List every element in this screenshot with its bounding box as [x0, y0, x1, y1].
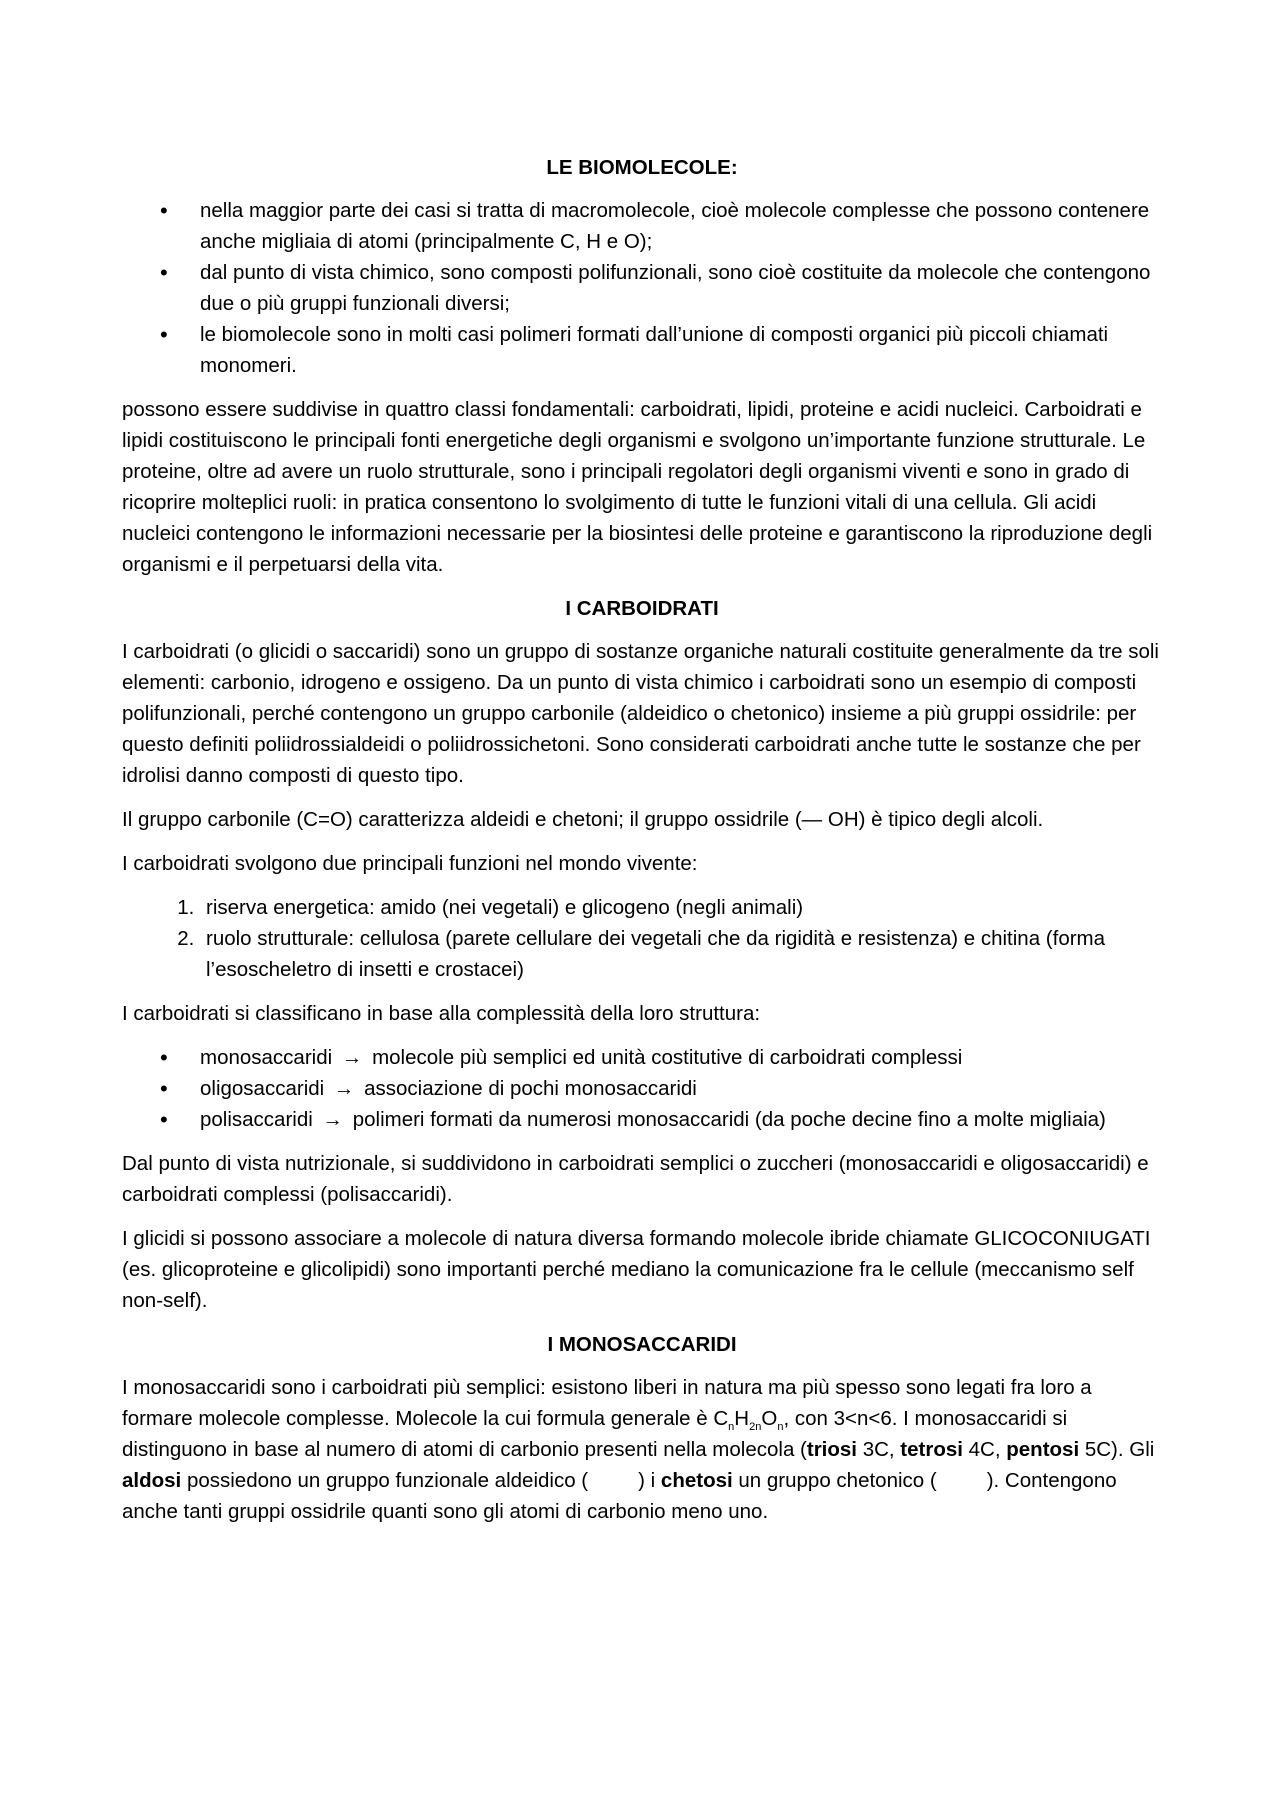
mono-paragraph: I monosaccaridi sono i carboidrati più semplici: esistono liberi in natura ma più spesso sono legati fra loro a formare molecole complesse. Molecole la cui formula generale è $C_nH_{2n}O_n$, con 3<n<6. I monosaccaridi si distinguono in base al numero di atomi di carbonio presenti nella molecola (triosi 3C, tetrosi 4C, pentosi 5C). Gli aldosi possiedono un gruppo funzionale aldeidico ( ) i chetosi un gruppo chetonico ( ). Contengono anche tanti gruppi ossidrile quanti sono gli atomi di carbonio meno uno.: [122, 1376, 1155, 1523]
list-item: [200, 1042, 1162, 1073]
arrow-right-icon: →: [333, 1077, 355, 1100]
list-item: [200, 1104, 1162, 1135]
title-monosaccaridi: I MONOSACCARIDI: [547, 1333, 737, 1356]
arrow-right-icon: →: [341, 1046, 363, 1069]
intro-bullet-list: [122, 195, 1162, 381]
carb-paragraph-classification-intro: I carboidrati si classificano in base alla complessità della loro struttura:: [122, 1002, 761, 1025]
class-description: molecole più semplici ed unità costitutive di carboidrati complessi: [372, 1046, 963, 1069]
class-description: polimeri formati da numerosi monosaccaridi (da poche decine fino a molte migliaia): [352, 1108, 1106, 1131]
title-carboidrati: I CARBOIDRATI: [565, 597, 719, 620]
list-item: 1. riserva energetica: amido (nei vegetali) e glicogeno (negli animali): [200, 892, 1162, 923]
list-item: [200, 1073, 1162, 1104]
formula-subscript: n: [728, 1421, 735, 1434]
classes-bullet-list: [122, 1042, 1162, 1135]
carb-paragraph-glycoconjugates: I glicidi si possono associare a molecole di natura diversa formando molecole ibride chiamate GLICOCONIUGATI (es. glicoproteine e glicolipidi) sono importanti perché mediano la comunicazione fra le cellule (meccanismo self non-self).: [122, 1227, 1151, 1312]
list-item: 2. ruolo strutturale: cellulosa (parete cellulare dei vegetali che da rigidità e resistenza) e chitina (forma l’esoscheletro di insetti e crostacei): [200, 923, 1162, 985]
list-item: • dal punto di vista chimico, sono composti polifunzionali, sono cioè costituite da molecole che contengono due o più gruppi funzionali diversi;: [200, 257, 1162, 319]
formula-subscript: n: [777, 1421, 784, 1434]
arrow-right-icon: →: [322, 1108, 344, 1131]
class-description: associazione di pochi monosaccaridi: [364, 1077, 697, 1100]
carb-paragraph-functions-intro: I carboidrati svolgono due principali funzioni nel mondo vivente:: [122, 852, 698, 875]
term-tetrosi: tetrosi: [900, 1438, 963, 1461]
intro-paragraph: possono essere suddivise in quattro classi fondamentali: carboidrati, lipidi, proteine e acidi nucleici. Carboidrati e lipidi costituiscono le principali fonti energetiche degli organismi e svolgono un’importante funzione strutturale. Le proteine, oltre ad avere un ruolo strutturale, sono i principali regolatori degli organismi viventi e sono in grado di ricoprire molteplici ruoli: in pratica consentono lo svolgimento di tutte le funzioni vitali di una cellula. Gli acidi nucleici contengono le informazioni necessarie per la biosintesi delle proteine e garantiscono la riproduzione degli organismi e il perpetuarsi della vita.: [122, 398, 1153, 576]
class-term: oligosaccaridi: [200, 1077, 325, 1100]
formula-subscript: 2n: [749, 1421, 762, 1434]
title-biomolecole: LE BIOMOLECOLE:: [546, 156, 738, 179]
carb-paragraph-groups: Il gruppo carbonile (C=O) caratterizza aldeidi e chetoni; il gruppo ossidrile (— OH) è tipico degli alcoli.: [122, 808, 1044, 831]
term-aldosi: aldosi: [122, 1469, 182, 1492]
list-item: • nella maggior parte dei casi si tratta di macromolecole, cioè molecole complesse che possono contenere anche migliaia di atomi (principalmente C, H e O);: [200, 195, 1162, 257]
carb-paragraph-nutrition: Dal punto di vista nutrizionale, si suddividono in carboidrati semplici o zuccheri (monosaccaridi e oligosaccaridi) e carboidrati complessi (polisaccaridi).: [122, 1152, 1149, 1206]
functions-numbered-list: [122, 892, 1162, 985]
carb-paragraph-definition: I carboidrati (o glicidi o saccaridi) sono un gruppo di sostanze organiche naturali costituite generalmente da tre soli elementi: carbonio, idrogeno e ossigeno. Da un punto di vista chimico i carboidrati sono un esempio di composti polifunzionali, perché contengono un gruppo carbonile (aldeidico o chetonico) insieme a più gruppi ossidrile: per questo definiti poliidrossialdeidi o poliidrossichetoni. Sono considerati carboidrati anche tutte le sostanze che per idrolisi danno composti di questo tipo.: [122, 640, 1159, 787]
class-term: polisaccaridi: [200, 1108, 313, 1131]
term-pentosi: pentosi: [1006, 1438, 1080, 1461]
list-item: • le biomolecole sono in molti casi polimeri formati dall’unione di composti organici più piccoli chiamati monomeri.: [200, 319, 1162, 381]
term-triosi: triosi: [806, 1438, 857, 1461]
class-term: monosaccaridi: [200, 1046, 333, 1069]
term-chetosi: chetosi: [660, 1469, 733, 1492]
